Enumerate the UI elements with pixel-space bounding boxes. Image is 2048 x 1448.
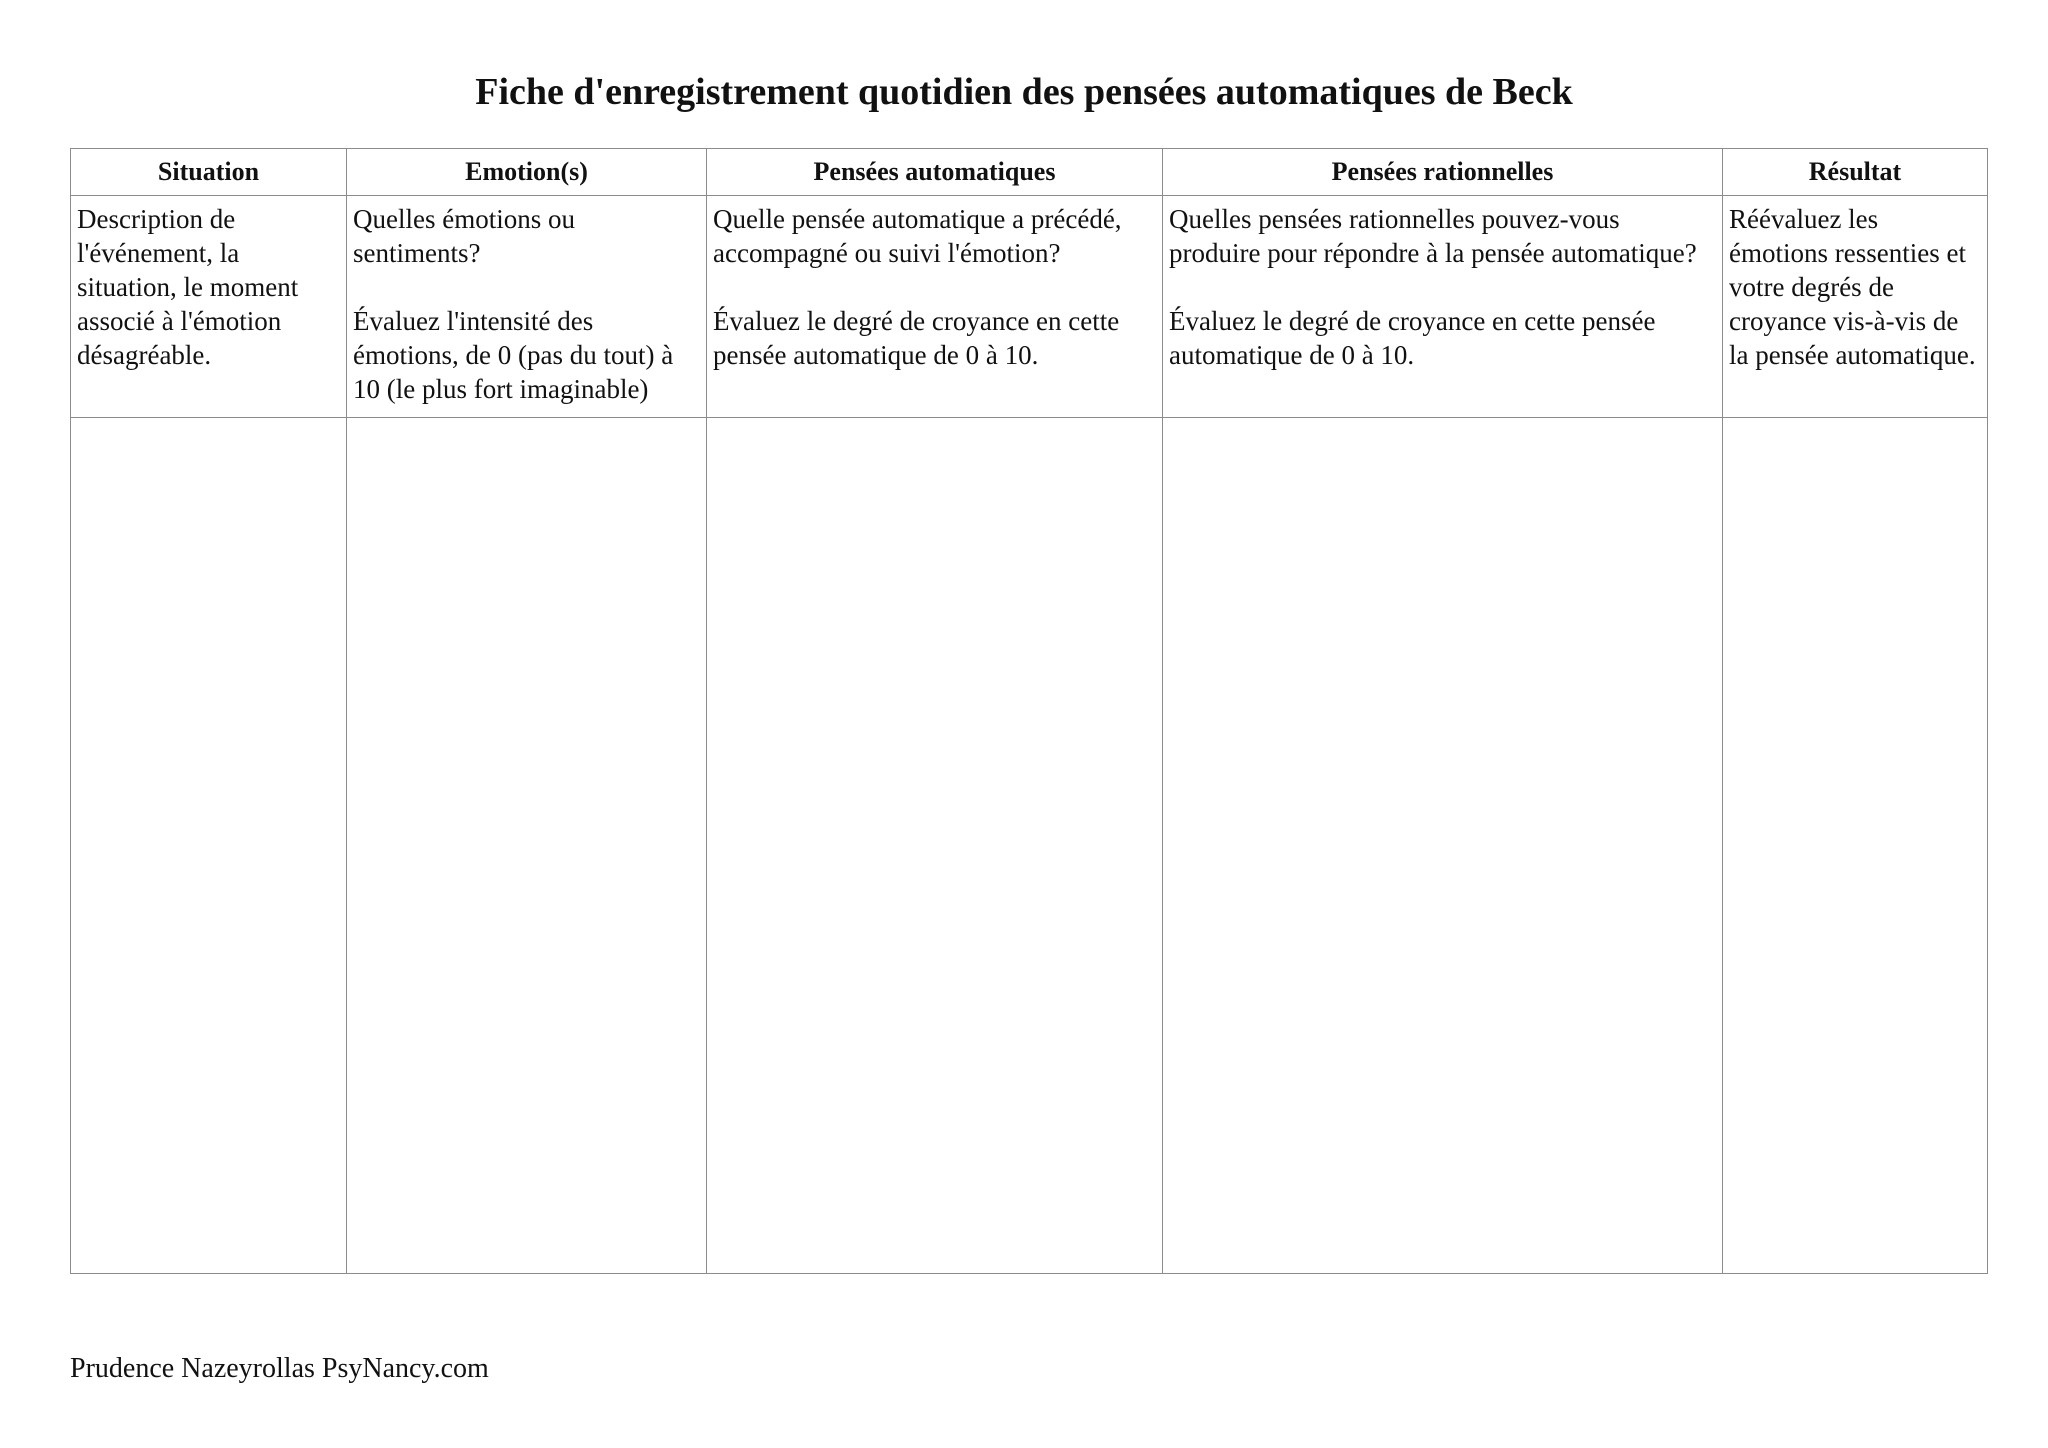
instruction-cell-result [1723,196,1988,418]
column-header-result: Résultat [1723,149,1988,196]
instruction-text: Quelle pensée automatique a précédé, accompagné ou suivi l'émotion? [713,204,1122,268]
column-header-rational-thoughts: Pensées rationnelles [1163,149,1723,196]
instruction-cell-situation [71,196,347,418]
instruction-text: Réévaluez les émotions ressenties et votre degrés de croyance vis-à-vis de la pensée automatique. [1729,204,1976,370]
instructions-row [71,196,1988,418]
entry-cell-rational-thoughts[interactable] [1163,418,1723,1274]
instruction-cell-rational-thoughts [1163,196,1723,418]
table-header-row [71,149,1988,196]
entry-row [71,418,1988,1274]
instruction-text: Description de l'événement, la situation, le moment associé à l'émotion désagréable. [77,204,299,370]
instruction-rating-text: Évaluez le degré de croyance en cette pensée automatique de 0 à 10. [713,306,1120,370]
column-header-automatic-thoughts: Pensées automatiques [707,149,1163,196]
column-header-emotions: Emotion(s) [347,149,707,196]
entry-cell-emotions[interactable] [347,418,707,1274]
instruction-rating-text: Évaluez l'intensité des émotions, de 0 (pas du tout) à 10 (le plus fort imaginable) [353,306,674,404]
thought-record-table [70,148,1988,1274]
page-title: Fiche d'enregistrement quotidien des pensées automatiques de Beck [475,71,1573,113]
instruction-rating-text: Évaluez le degré de croyance en cette pensée automatique de 0 à 10. [1169,306,1656,370]
column-header-situation: Situation [71,149,347,196]
entry-cell-automatic-thoughts[interactable] [707,418,1163,1274]
entry-cell-situation[interactable] [71,418,347,1274]
entry-cell-result[interactable] [1723,418,1988,1274]
instruction-cell-automatic-thoughts [707,196,1163,418]
instruction-text: Quelles pensées rationnelles pouvez-vous produire pour répondre à la pensée automatique? [1169,204,1697,268]
footer-credit: Prudence Nazeyrollas PsyNancy.com [70,1353,489,1384]
instruction-cell-emotions [347,196,707,418]
instruction-text: Quelles émotions ou sentiments? [353,204,575,268]
